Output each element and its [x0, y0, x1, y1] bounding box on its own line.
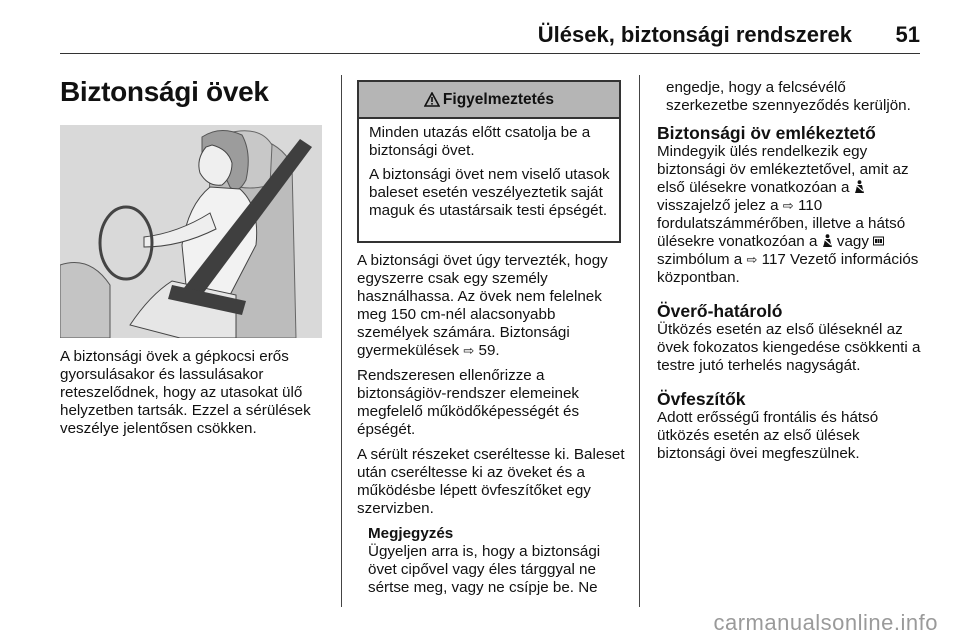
body-paragraph: Mindegyik ülés rendelkezik egy biztonsági öv emlékeztetővel, amit az első ülésekre vonatkozóan a visszajelző jelez a ⇨ 110 fordulatszámmérőben, illetve a hátsó ülésekre vonatkozóan a vagy szimbólum a ⇨ 117 Vezető információs központban. [657, 143, 919, 286]
page-reference: 59. [478, 342, 500, 359]
page-header [60, 14, 920, 54]
subsection-title: Överő-határoló [657, 301, 783, 321]
warning-title: Figyelmeztetés [442, 90, 555, 108]
subsection-title: Övfeszítők [657, 389, 746, 409]
warning-triangle-icon [424, 92, 440, 107]
note-block [357, 525, 627, 597]
note-text: Ügyeljen arra is, hogy a biztonsági övet cipővel vagy éles tárggyal ne sértse meg, vagy ne csípje be. Ne [368, 543, 601, 596]
running-title: Ülések, biztonsági rendszerek [537, 22, 852, 47]
warning-header [359, 82, 619, 119]
reference-arrow-icon: ⇨ [463, 343, 475, 358]
reference-arrow-icon: ⇨ [746, 252, 758, 267]
warning-text: Minden utazás előtt csatolja be a biztonsági övet. [369, 124, 591, 159]
reference-arrow-icon: ⇨ [782, 198, 794, 213]
warning-text: A biztonsági övet nem viselő utasok baleset esetén veszélyeztetik saját maguk és utastársaik testi épségét. [369, 166, 610, 219]
note-continuation: engedje, hogy a felcsévélő szerkezetbe szennyeződés kerüljön. [666, 79, 911, 114]
column-divider [341, 75, 342, 607]
seatbelt-reminder-icon [854, 180, 865, 194]
body-paragraph: Ütközés esetén az első üléseknél az övek fokozatos kiengedése csökkenti a testre jutó terhelés nagyságát. [657, 321, 921, 374]
body-paragraph: A biztonsági övet úgy tervezték, hogy egyszerre csak egy személy használhassa. Az övek nem felelnek meg 150 cm-nél alacsonyabb személyek számára. Biztonsági gyermekülések ⇨ 59. [357, 252, 608, 359]
section-title: Biztonsági övek [60, 76, 269, 107]
seatbelt-reminder-icon [822, 234, 833, 248]
watermark: carmanualsonline.info [713, 610, 938, 635]
seatbelt-illustration [60, 125, 322, 338]
subsection-title: Biztonsági öv emlékeztető [657, 123, 876, 143]
page-number: 51 [895, 22, 920, 47]
intro-paragraph: A biztonsági övek a gépkocsi erős gyorsulásakor és lassulásakor reteszelődnek, hogy az utasokat ülő helyzetben tartsák. Ezzel a sérülések veszélye jelentősen csökken. [60, 348, 311, 437]
warning-box [357, 80, 621, 243]
body-paragraph: Adott erősségű frontális és hátsó ütközés esetén az első ülések biztonsági övei megfeszülnek. [657, 409, 879, 462]
rear-seat-symbol-icon [873, 234, 884, 248]
note-title: Megjegyzés [368, 525, 454, 542]
body-paragraph: Rendszeresen ellenőrizze a biztonságiöv-rendszer elemeinek megfelelő működőképességét és épségét. [357, 367, 580, 438]
column-divider [639, 75, 640, 607]
body-paragraph: A sérült részeket cseréltesse ki. Baleset után cseréltesse ki az öveket és a működésbe lépett övfeszítőket egy szervizben. [357, 446, 625, 517]
